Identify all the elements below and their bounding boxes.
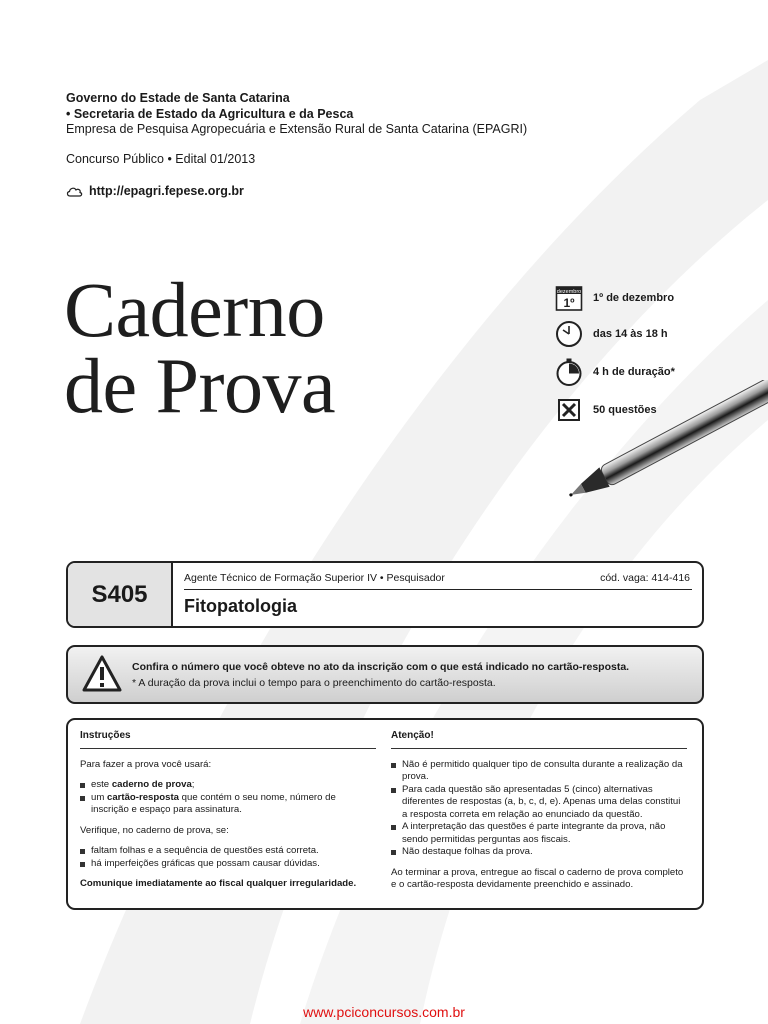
divider [184,589,692,590]
job-title: Agente Técnico de Formação Superior IV • Pesquisador [184,572,445,584]
exam-code-box [66,561,704,628]
attention-title: Atenção! [391,730,687,749]
materials-list [80,779,376,817]
page-title [64,266,336,429]
warning-icon [82,655,122,693]
time-text: das 14 às 18 h [593,328,668,340]
list-item: Não destaque folhas da prova. [391,846,687,859]
company-name: Empresa de Pesquisa Agropecuária e Extensão Rural de Santa Catarina (EPAGRI) [66,122,528,136]
date-text: 1º de dezembro [593,292,675,304]
government-name: Governo do Estade de Santa Catarina [66,91,290,105]
list-item: Não é permitido qualquer tipo de consulta durante a realização da prova. [391,759,687,784]
secretariat-name: • Secretaria de Estado da Agricultura e da Pesca [66,106,354,121]
subject-title: Fitopatologia [184,596,297,616]
warning-box [66,645,704,704]
duration-text: 4 h de duração* [593,366,675,378]
instructions-box [66,718,704,910]
header-block [66,91,527,138]
list-item: faltam folhas e a sequência de questões está correta. [80,845,376,858]
check-list [80,845,376,870]
list-item: um cartão-resposta que contém o seu nome, número de inscrição e espaço para assinatura. [80,792,376,817]
list-item: A interpretação das questões é parte integrante da prova, não sendo permitidas perguntas aos fiscais. [391,821,687,846]
cloud-icon [66,185,83,197]
attention-list [391,759,687,859]
instructions-intro: Para fazer a prova você usará: [80,758,212,770]
website-link[interactable] [66,184,244,198]
edital-line: Concurso Público • Edital 01/2013 [66,152,256,166]
info-date [555,284,755,312]
instructions-title: Instruções [80,730,376,749]
svg-text:1º: 1º [563,296,575,310]
warning-note: * A duração da prova inclui o tempo para o preenchimento do cartão-resposta. [132,677,496,689]
info-time [555,320,755,348]
svg-text:dezembro: dezembro [556,289,582,295]
vacancy-code: cód. vaga: 414-416 [600,572,690,584]
instructions-column [80,730,376,899]
list-item: este caderno de prova; [80,779,376,792]
warning-main-text: Confira o número que você obteve no ato da inscrição com o que está indicado no cartão-resposta. [132,661,630,673]
list-item: há imperfeições gráficas que possam causar dúvidas. [80,858,376,871]
closing-text: Ao terminar a prova, entregue ao fiscal o caderno de prova completo e o cartão-resposta devidamente preenchido e assinado. [391,866,684,890]
questions-text: 50 questões [593,404,657,416]
title-line-1: Caderno [64,266,325,353]
communicate-text: Comunique imediatamente ao fiscal qualquer irregularidade. [80,878,357,889]
list-item: Para cada questão são apresentadas 5 (cinco) alternativas diferentes de respostas (a, b, c, d, e). Apenas uma delas constitui a resposta correta em relação ao enunciado da questão. [391,784,687,822]
calendar-icon [555,284,583,312]
website-url[interactable]: http://epagri.fepese.org.br [89,184,244,198]
title-line-2: de Prova [64,342,336,429]
footer-link[interactable]: www.pciconcursos.com.br [303,1004,465,1020]
pen-illustration [555,380,768,515]
verify-text: Verifique, no caderno de prova, se: [80,824,229,836]
attention-column [391,730,687,900]
exam-code: S405 [68,563,173,626]
clock-icon [555,320,583,348]
